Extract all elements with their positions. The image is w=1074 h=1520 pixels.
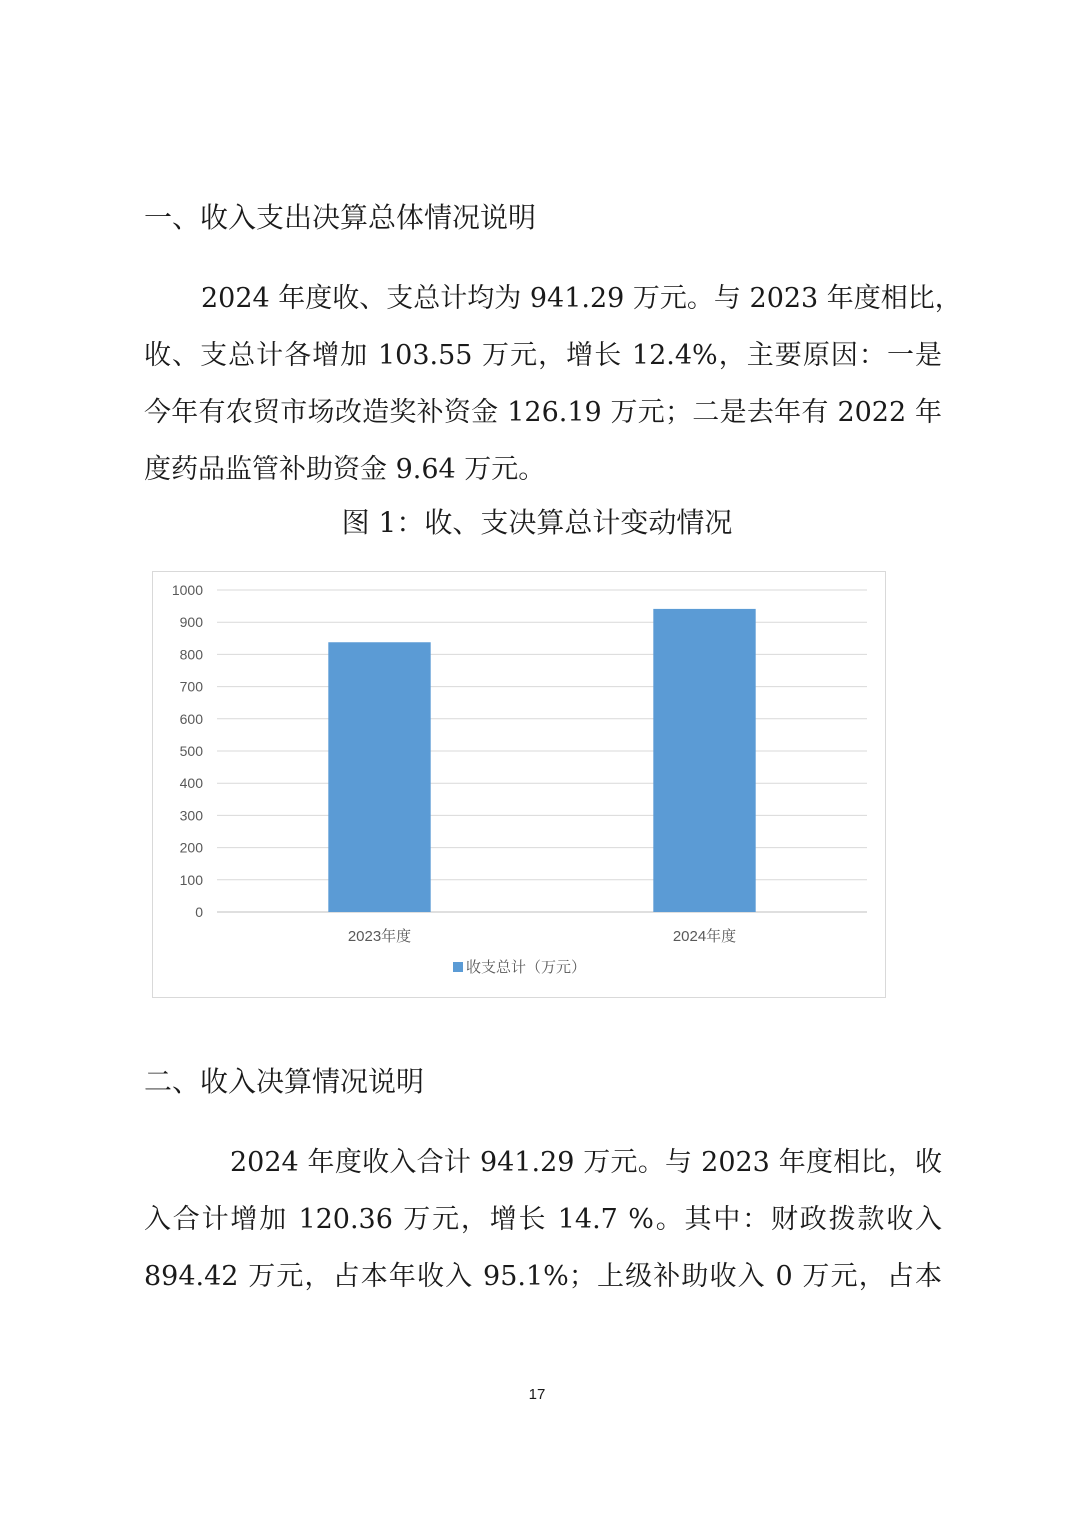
paragraph-line: 今年有农贸市场改造奖补资金 126.19 万元；二是去年有 2022 年 [144,397,942,428]
paragraph-line: 2024 年度收入合计 941.29 万元。与 2023 年度相比，收 [230,1147,942,1178]
legend-label: 收支总计（万元） [466,959,587,976]
paragraph-line: 收、支总计各增加 103.55 万元，增长 12.4%，主要原因：一是 [144,340,942,371]
y-tick-label: 300 [179,807,203,824]
paragraph-line: 入合计增加 120.36 万元，增长 14.7 %。其中：财政拨款收入 [144,1204,942,1235]
y-tick-label: 900 [179,614,203,631]
bar [653,609,755,912]
section2-paragraph [144,1134,942,1305]
section1-heading: 一、收入支出决算总体情况说明 [144,201,537,234]
y-tick-label: 500 [179,743,203,759]
y-tick-label: 600 [179,710,203,727]
bar-chart [152,571,886,998]
y-tick-label: 200 [179,839,203,856]
y-tick-label: 0 [195,904,203,920]
section2-heading: 二、收入决算情况说明 [144,1065,425,1098]
legend-swatch [453,962,463,972]
x-tick-label: 2024年度 [672,928,737,945]
y-tick-label: 800 [179,646,203,663]
y-tick-label: 100 [179,871,203,888]
paragraph-line: 894.42 万元，占本年收入 95.1%；上级补助收入 0 万元，占本 [144,1261,942,1292]
y-tick-label: 700 [179,678,203,695]
x-tick-label: 2023年度 [347,928,412,945]
bar [328,642,430,912]
paragraph-line: 2024 年度收、支总计均为 941.29 万元。与 2023 年度相比， [201,283,962,314]
y-tick-label: 1000 [171,582,203,598]
figure-caption: 图 1：收、支决算总计变动情况 [341,506,733,539]
page-number: 17 [528,1386,546,1403]
y-tick-label: 400 [179,775,203,792]
chart-svg [153,572,885,997]
section1-paragraph [144,270,962,498]
paragraph-line: 度药品监管补助资金 9.64 万元。 [144,454,546,485]
